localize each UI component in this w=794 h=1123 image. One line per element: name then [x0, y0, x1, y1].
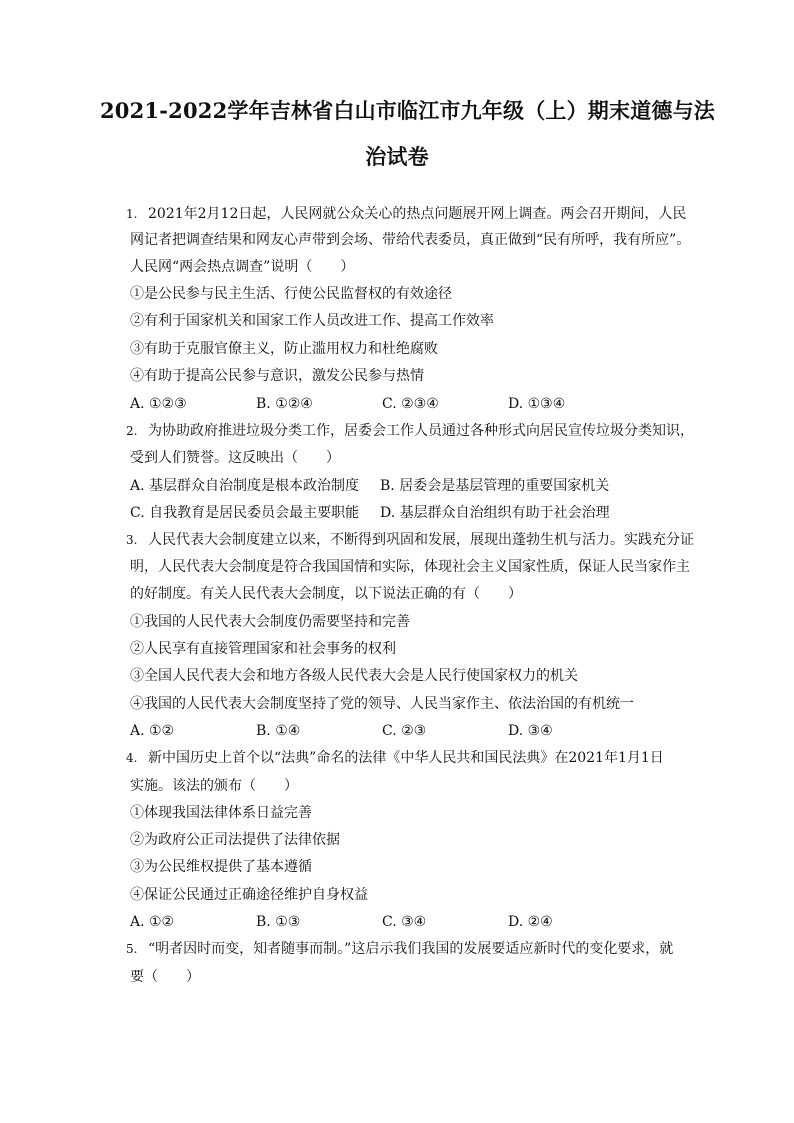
- question-number: 4.: [126, 751, 138, 765]
- option-c: C. 自我教育是居民委员会最主要职能: [130, 505, 360, 521]
- option-b: B. ①④: [256, 723, 301, 739]
- question-text: 2021年2月12日起，人民网就公众关心的热点问题展开网上调查。两会召开期间，人民: [148, 206, 687, 222]
- question-text: 明，人民代表大会制度是符合我国国情和实际，体现社会主义国家性质，保证人民当家作主: [130, 559, 690, 575]
- question-text: 受到人们赞誉。这反映出（ ）: [130, 450, 340, 466]
- statement-item: ②为政府公正司法提供了法律依据: [130, 832, 340, 848]
- page-title: [100, 88, 716, 180]
- statement-item: ②人民享有直接管理国家和社会事务的权利: [130, 641, 396, 657]
- question-text: “明者因时而变，知者随事而制。”这启示我们我国的发展要适应新时代的变化要求，就: [148, 941, 674, 957]
- statement-item: ①我国的人民代表大会制度仍需要坚持和完善: [130, 614, 410, 630]
- question-text: 要（ ）: [130, 969, 200, 985]
- option-d: D. ②④: [508, 914, 553, 930]
- option-c: C. ③④: [382, 914, 427, 930]
- option-b: B. 居委会是基层管理的重要国家机关: [380, 478, 610, 494]
- question-number: 3.: [126, 533, 138, 547]
- question-number: 1.: [126, 207, 138, 221]
- statement-item: ④有助于提高公民参与意识，激发公民参与热情: [130, 368, 424, 384]
- question-text: 人民代表大会制度建立以来，不断得到巩固和发展，展现出蓬勃生机与活力。实践充分证: [148, 532, 694, 548]
- option-d: D. ③④: [508, 723, 553, 739]
- question-text: 新中国历史上首个以“法典”命名的法律《中华人民共和国民法典》在2021年1月1日: [148, 750, 664, 766]
- option-a: A. 基层群众自治制度是根本政治制度: [130, 478, 360, 494]
- option-b: B. ①②④: [256, 396, 313, 412]
- question-text: 实施。该法的颁布（ ）: [130, 778, 298, 794]
- statement-item: ③全国人民代表大会和地方各级人民代表大会是人民行使国家权力的机关: [130, 668, 578, 684]
- option-a: A. ①②: [130, 914, 175, 930]
- option-d: D. ①③④: [508, 396, 566, 412]
- option-c: C. ②③④: [382, 396, 439, 412]
- option-b: B. ①③: [256, 914, 301, 930]
- option-a: A. ①②: [130, 723, 175, 739]
- statement-item: ④我国的人民代表大会制度坚持了党的领导、人民当家作主、依法治国的有机统一: [130, 696, 634, 712]
- question-number: 2.: [126, 424, 138, 438]
- statement-item: ①是公民参与民主生活、行使公民监督权的有效途径: [130, 286, 452, 302]
- question-text: 人民网“两会热点调查”说明（ ）: [130, 259, 355, 275]
- option-c: C. ②③: [382, 723, 427, 739]
- statement-item: ③有助于克服官僚主义，防止滥用权力和杜绝腐败: [130, 341, 438, 357]
- question-text: 的好制度。有关人民代表大会制度，以下说法正确的有（ ）: [130, 586, 522, 602]
- statement-item: ③为公民维权提供了基本遵循: [130, 859, 312, 875]
- statement-item: ①体现我国法律体系日益完善: [130, 805, 312, 821]
- statement-item: ②有利于国家机关和国家工作人员改进工作、提高工作效率: [130, 313, 494, 329]
- option-d: D. 基层群众自治组织有助于社会治理: [380, 505, 610, 521]
- question-text: 网记者把调查结果和网友心声带到会场、带给代表委员，真正做到“民有所呼，我有所应”。: [130, 232, 691, 248]
- question-number: 5.: [126, 942, 138, 956]
- title-line-1: 2021-2022学年吉林省白山市临江市九年级（上）期末道德与法: [100, 98, 716, 123]
- title-line-2: 治试卷: [365, 144, 429, 169]
- statement-item: ④保证公民通过正确途径维护自身权益: [130, 887, 368, 903]
- option-a: A. ①②③: [130, 396, 187, 412]
- question-text: 为协助政府推进垃圾分类工作，居委会工作人员通过各种形式向居民宣传垃圾分类知识，: [148, 423, 694, 439]
